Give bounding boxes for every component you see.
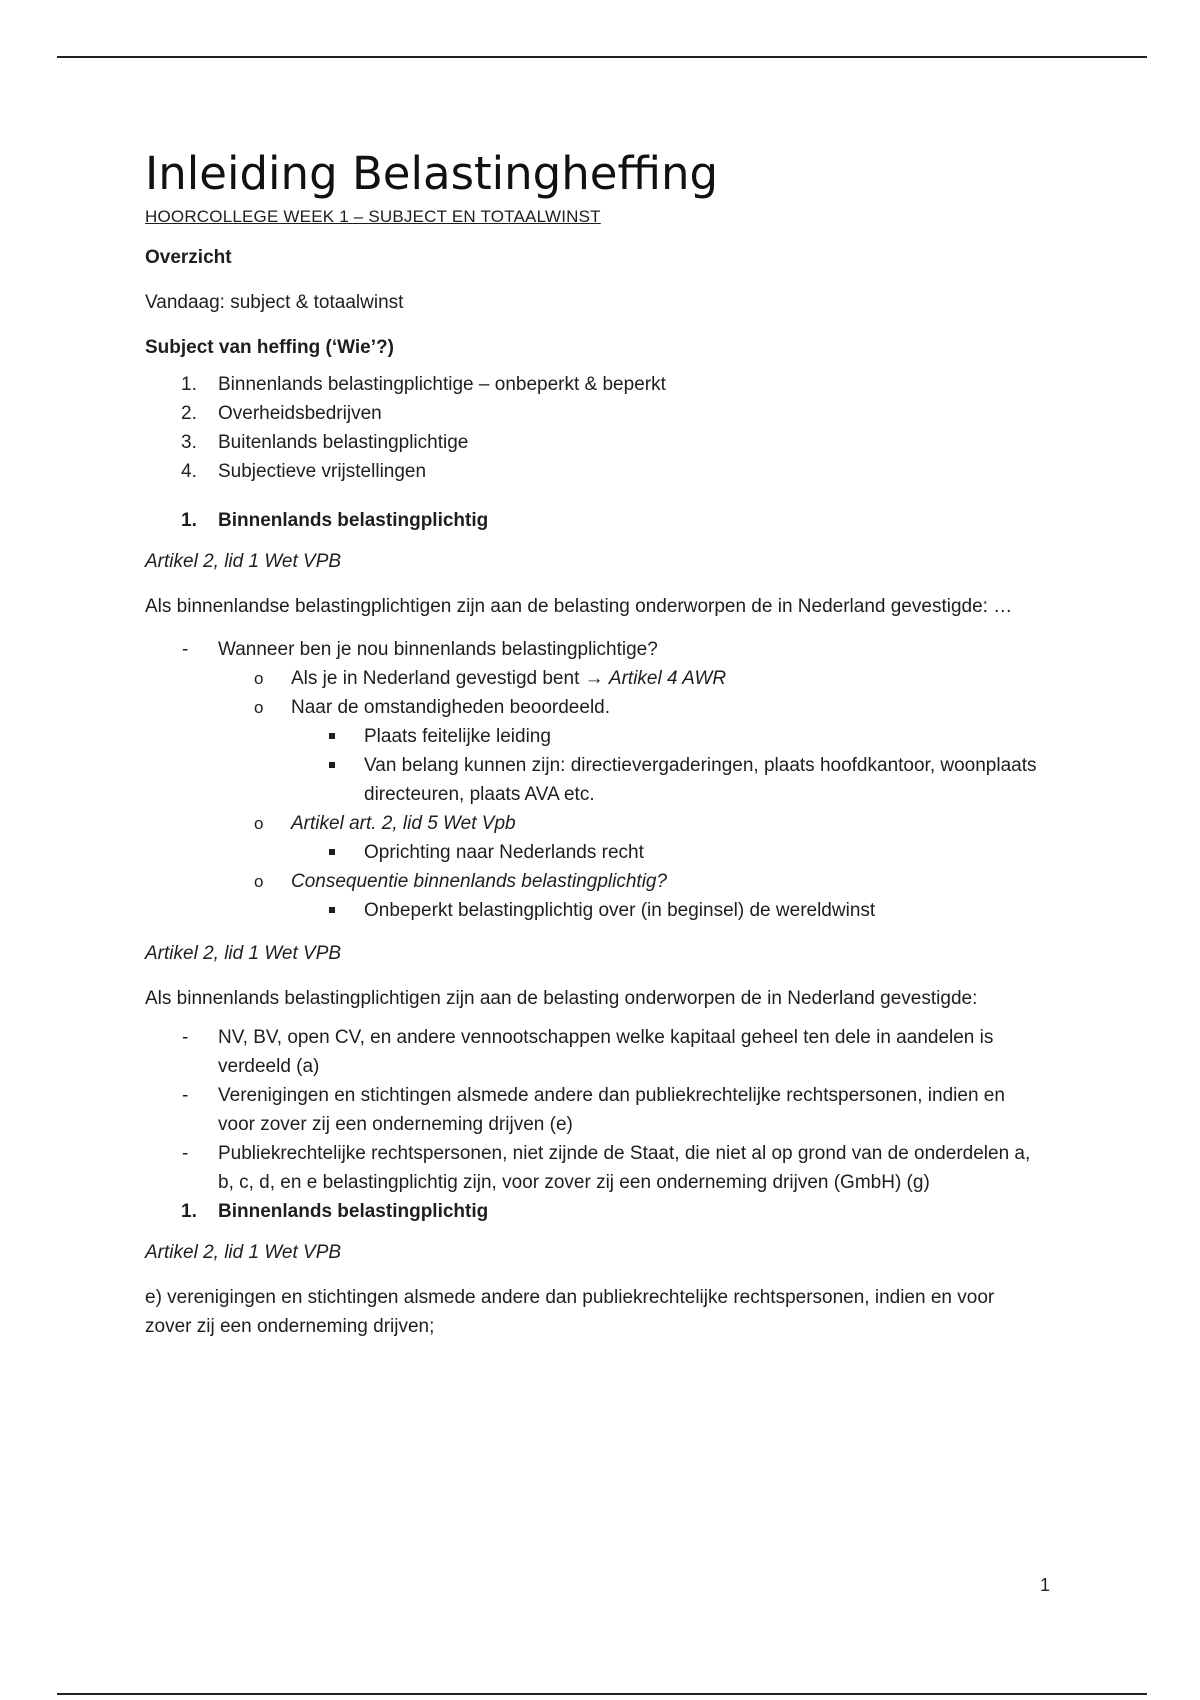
list-item-text: Van belang kunnen zijn: directievergaderingen, plaats hoofdkantoor, woonplaats directeuren, plaats AVA etc. [364,755,1037,805]
page-number: 1 [1040,1575,1051,1595]
list-item-text: Verenigingen en stichtingen alsmede andere dan publiekrechtelijke rechtspersonen, indien en voor zover zij een onderneming drijven (e) [218,1085,1005,1135]
list-item-text: Overheidsbedrijven [218,403,382,424]
document-title: Inleiding Belastingheffing [145,147,719,200]
sub-sub-list [291,722,1045,809]
square-bullet-icon [329,907,335,913]
list-item [218,664,1045,693]
list-item-text: Als je in Nederland gevestigd bent [291,668,580,689]
section-1-heading [145,506,1045,535]
list-number: 1. [181,374,197,395]
document-subtitle: HOORCOLLEGE WEEK 1 – SUBJECT EN TOTAALWINST [145,207,601,226]
list-item [145,370,1045,399]
list-number: 3. [181,432,197,453]
circle-marker: o [254,872,264,891]
list-item [291,722,1045,751]
section-title: Binnenlands belastingplichtig [218,1201,489,1222]
footer-rule [57,1693,1147,1695]
list-item-text: Binnenlands belastingplichtige – onbeperkt & beperkt [218,374,666,395]
overview-heading: Overzicht [145,247,232,268]
document-page [145,140,1045,1357]
arrow-right-icon: → [584,668,604,689]
list-item [145,1139,1045,1197]
list-item [145,428,1045,457]
list-item-text: Subjectieve vrijstellingen [218,461,427,482]
sub-sub-list [291,896,1045,925]
dash-marker: - [182,1027,189,1048]
list-item-text: Buitenlands belastingplichtige [218,432,469,453]
list-item-text: Artikel art. 2, lid 5 Wet Vpb [291,813,516,834]
list-item [145,457,1045,486]
article-ref-inline: Artikel 4 AWR [608,668,727,689]
dash-marker: - [182,1085,189,1106]
list-item [218,809,1045,867]
sub-list [218,664,1045,925]
list-item [291,751,1045,809]
dash-marker: - [182,639,189,660]
list-item-text: Naar de omstandigheden beoordeeld. [291,697,611,718]
section-heading [145,1197,1045,1226]
circle-marker: o [254,669,264,688]
section-number: 1. [181,510,197,531]
article-text: e) verenigingen en stichtingen alsmede andere dan publiekrechtelijke rechtspersonen, indien en voor zover zij een onderneming drijven; [145,1287,995,1337]
article-reference: Artikel 2, lid 1 Wet VPB [145,551,342,572]
section-heading [145,506,1045,535]
square-bullet-icon [329,733,335,739]
list-item [145,1023,1045,1081]
section-title: Binnenlands belastingplichtig [218,510,489,531]
list-item [145,1081,1045,1139]
overview-text: Vandaag: subject & totaalwinst [145,292,404,313]
list-item [145,635,1045,925]
list-item [218,693,1045,809]
list-item-text: Oprichting naar Nederlands recht [364,842,644,863]
article-reference: Artikel 2, lid 1 Wet VPB [145,1242,342,1263]
question-list [145,635,1045,925]
list-item-text: Plaats feitelijke leiding [364,726,551,747]
list-item-text: Publiekrechtelijke rechtspersonen, niet zijnde de Staat, die niet al op grond van de onderdelen a, b, c, d, en e belastingplichtig zijn, voor zover zij een onderneming drijven (GmbH) (g) [218,1143,1031,1193]
circle-marker: o [254,698,264,717]
square-bullet-icon [329,762,335,768]
article-text: Als binnenlandse belastingplichtigen zijn aan de belasting onderworpen de in Nederland gevestigde: … [145,596,1013,617]
list-number: 2. [181,403,197,424]
list-item [291,896,1045,925]
sub-sub-list [291,838,1045,867]
dash-marker: - [182,1143,189,1164]
list-item-text: NV, BV, open CV, en andere vennootschappen welke kapitaal geheel ten dele in aandelen is verdeeld (a) [218,1027,994,1077]
list-number: 4. [181,461,197,482]
list-item [218,867,1045,925]
section-1b-heading [145,1197,1045,1226]
article-text: Als binnenlands belastingplichtigen zijn aan de belasting onderworpen de in Nederland gevestigde: [145,988,978,1009]
subject-list [145,370,1045,486]
header-rule [57,56,1147,58]
list-item-text: Consequentie binnenlands belastingplichtig? [291,871,668,892]
subject-heading: Subject van heffing (‘Wie’?) [145,337,394,358]
question-text: Wanneer ben je nou binnenlands belastingplichtige? [218,639,658,660]
square-bullet-icon [329,849,335,855]
circle-marker: o [254,814,264,833]
entity-list [145,1023,1045,1197]
list-item [145,399,1045,428]
section-number: 1. [181,1201,197,1222]
list-item-text: Onbeperkt belastingplichtig over (in beginsel) de wereldwinst [364,900,876,921]
list-item [291,838,1045,867]
article-reference: Artikel 2, lid 1 Wet VPB [145,943,342,964]
